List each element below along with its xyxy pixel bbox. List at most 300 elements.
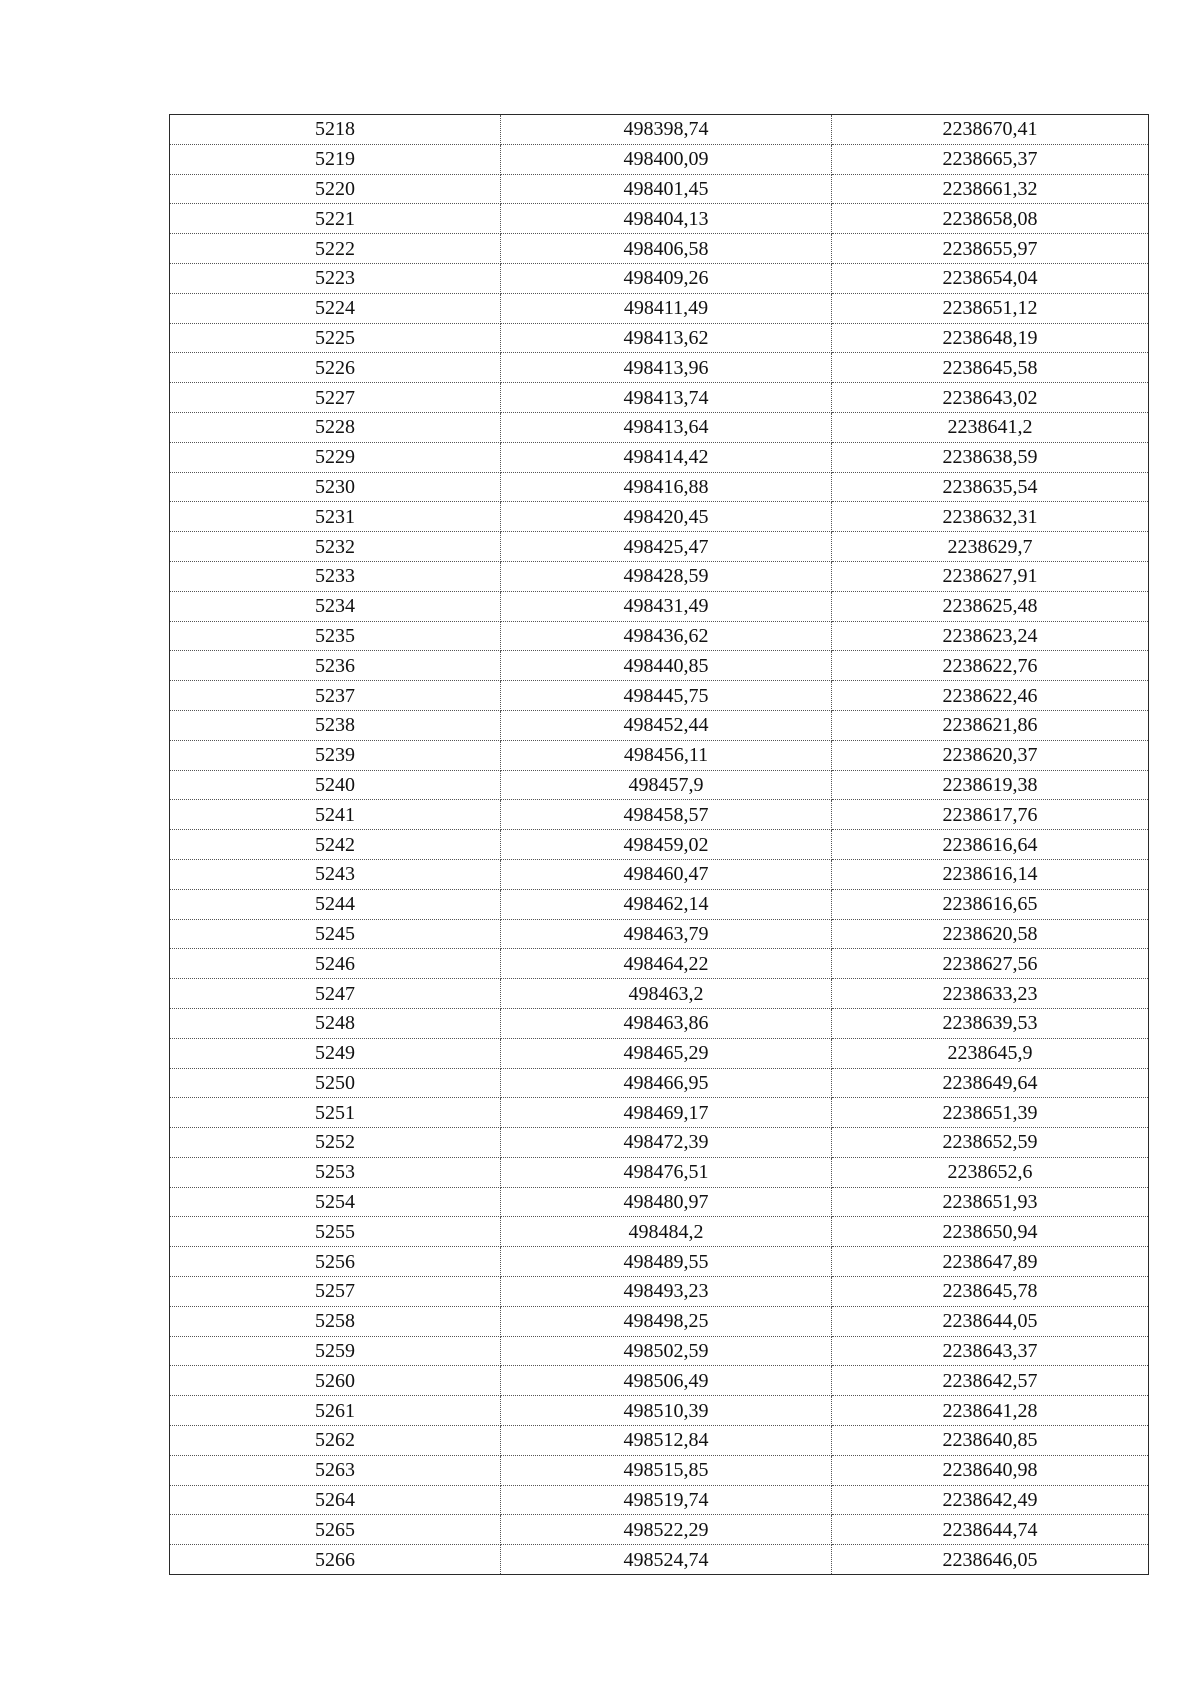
y-coordinate-cell [832,561,1149,591]
x-coordinate-cell [501,293,832,323]
y-coordinate-cell [832,204,1149,234]
x-coordinate-cell [501,1515,832,1545]
cell-value: 498466,95 [623,1071,709,1094]
y-coordinate-cell [832,442,1149,472]
y-coordinate-cell [832,1128,1149,1158]
cell-value: 2238643,37 [942,1340,1038,1363]
x-coordinate-cell [501,234,832,264]
x-coordinate-cell [501,204,832,234]
cell-value: 5252 [315,1131,355,1154]
cell-value: 2238635,54 [942,475,1038,498]
table-row [170,591,1149,621]
x-coordinate-cell [501,1366,832,1396]
point-number-cell [170,710,501,740]
table-row [170,1485,1149,1515]
x-coordinate-cell [501,502,832,532]
cell-value: 498506,49 [623,1369,709,1392]
table-row [170,293,1149,323]
table-row [170,1366,1149,1396]
table-row [170,561,1149,591]
x-coordinate-cell [501,1128,832,1158]
cell-value: 498404,13 [623,207,709,230]
cell-value: 2238642,57 [942,1369,1038,1392]
x-coordinate-cell [501,1426,832,1456]
table-row [170,651,1149,681]
cell-value: 5243 [315,863,355,886]
x-coordinate-cell [501,949,832,979]
cell-value: 498510,39 [623,1399,709,1422]
cell-value: 5245 [315,922,355,945]
y-coordinate-cell [832,1366,1149,1396]
y-coordinate-cell [832,651,1149,681]
cell-value: 498413,64 [623,416,709,439]
table-row [170,144,1149,174]
table-row [170,1187,1149,1217]
cell-value: 498462,14 [623,893,709,916]
cell-value: 5263 [315,1459,355,1482]
cell-value: 498398,74 [623,118,709,141]
table-row [170,383,1149,413]
cell-value: 498420,45 [623,505,709,528]
point-number-cell [170,651,501,681]
cell-value: 498456,11 [623,744,709,767]
x-coordinate-cell [501,353,832,383]
table-row [170,800,1149,830]
cell-value: 5266 [315,1548,355,1571]
point-number-cell [170,1247,501,1277]
cell-value: 2238649,64 [942,1071,1038,1094]
cell-value: 2238670,41 [942,118,1038,141]
x-coordinate-cell [501,770,832,800]
point-number-cell [170,442,501,472]
table-row [170,1098,1149,1128]
x-coordinate-cell [501,1336,832,1366]
cell-value: 498489,55 [623,1250,709,1273]
cell-value: 5242 [315,833,355,856]
table-row [170,353,1149,383]
cell-value: 5257 [315,1280,355,1303]
cell-value: 498457,9 [628,773,704,796]
table-row [170,174,1149,204]
y-coordinate-cell [832,353,1149,383]
point-number-cell [170,1366,501,1396]
cell-value: 5231 [315,505,355,528]
x-coordinate-cell [501,621,832,651]
point-number-cell [170,1098,501,1128]
cell-value: 2238620,58 [942,922,1038,945]
cell-value: 2238616,65 [942,893,1038,916]
cell-value: 5236 [315,654,355,677]
cell-value: 2238625,48 [942,595,1038,618]
point-number-cell [170,323,501,353]
cell-value: 498519,74 [623,1489,709,1512]
x-coordinate-cell [501,442,832,472]
y-coordinate-cell [832,383,1149,413]
y-coordinate-cell [832,174,1149,204]
cell-value: 2238652,6 [947,1161,1033,1184]
cell-value: 2238651,12 [942,297,1038,320]
cell-value: 498406,58 [623,237,709,260]
table-row [170,710,1149,740]
cell-value: 498460,47 [623,863,709,886]
x-coordinate-cell [501,710,832,740]
table-row [170,234,1149,264]
cell-value: 498502,59 [623,1340,709,1363]
y-coordinate-cell [832,1217,1149,1247]
point-number-cell [170,1187,501,1217]
x-coordinate-cell [501,830,832,860]
x-coordinate-cell [501,1277,832,1307]
cell-value: 2238654,04 [942,267,1038,290]
cell-value: 5262 [315,1429,355,1452]
table-row [170,1008,1149,1038]
point-number-cell [170,174,501,204]
cell-value: 5264 [315,1489,355,1512]
cell-value: 498524,74 [623,1548,709,1571]
cell-value: 5246 [315,952,355,975]
cell-value: 2238650,94 [942,1220,1038,1243]
cell-value: 498484,2 [628,1220,704,1243]
x-coordinate-cell [501,115,832,145]
y-coordinate-cell [832,770,1149,800]
cell-value: 498413,96 [623,356,709,379]
y-coordinate-cell [832,1157,1149,1187]
cell-value: 498493,23 [623,1280,709,1303]
table-row [170,502,1149,532]
table-row [170,412,1149,442]
point-number-cell [170,1306,501,1336]
cell-value: 5233 [315,565,355,588]
point-number-cell [170,1485,501,1515]
cell-value: 5241 [315,803,355,826]
x-coordinate-cell [501,919,832,949]
cell-value: 2238641,2 [947,416,1033,439]
cell-value: 2238616,14 [942,863,1038,886]
point-number-cell [170,770,501,800]
x-coordinate-cell [501,383,832,413]
cell-value: 2238645,58 [942,356,1038,379]
point-number-cell [170,204,501,234]
x-coordinate-cell [501,681,832,711]
x-coordinate-cell [501,1187,832,1217]
cell-value: 2238639,53 [942,1012,1038,1035]
x-coordinate-cell [501,323,832,353]
point-number-cell [170,1157,501,1187]
y-coordinate-cell [832,1396,1149,1426]
cell-value: 5225 [315,326,355,349]
point-number-cell [170,1008,501,1038]
cell-value: 5238 [315,714,355,737]
y-coordinate-cell [832,710,1149,740]
table-row [170,1157,1149,1187]
point-number-cell [170,561,501,591]
cell-value: 498472,39 [623,1131,709,1154]
table-row [170,1247,1149,1277]
cell-value: 498401,45 [623,177,709,200]
y-coordinate-cell [832,1455,1149,1485]
cell-value: 2238651,39 [942,1101,1038,1124]
point-number-cell [170,532,501,562]
point-number-cell [170,353,501,383]
cell-value: 2238619,38 [942,773,1038,796]
point-number-cell [170,502,501,532]
point-number-cell [170,740,501,770]
x-coordinate-cell [501,561,832,591]
coordinates-table [169,114,1149,1575]
cell-value: 5260 [315,1369,355,1392]
x-coordinate-cell [501,859,832,889]
cell-value: 5254 [315,1191,355,1214]
point-number-cell [170,293,501,323]
cell-value: 2238620,37 [942,744,1038,767]
y-coordinate-cell [832,591,1149,621]
table-row [170,979,1149,1009]
x-coordinate-cell [501,1455,832,1485]
cell-value: 498463,79 [623,922,709,945]
point-number-cell [170,1336,501,1366]
cell-value: 5218 [315,118,355,141]
cell-value: 5255 [315,1220,355,1243]
cell-value: 498469,17 [623,1101,709,1124]
point-number-cell [170,1396,501,1426]
y-coordinate-cell [832,1306,1149,1336]
cell-value: 2238621,86 [942,714,1038,737]
y-coordinate-cell [832,1515,1149,1545]
cell-value: 498452,44 [623,714,709,737]
y-coordinate-cell [832,681,1149,711]
cell-value: 2238652,59 [942,1131,1038,1154]
point-number-cell [170,472,501,502]
y-coordinate-cell [832,412,1149,442]
cell-value: 2238627,56 [942,952,1038,975]
y-coordinate-cell [832,1008,1149,1038]
point-number-cell [170,1545,501,1575]
y-coordinate-cell [832,830,1149,860]
cell-value: 2238640,98 [942,1459,1038,1482]
point-number-cell [170,681,501,711]
cell-value: 5248 [315,1012,355,1035]
cell-value: 5261 [315,1399,355,1422]
point-number-cell [170,1217,501,1247]
x-coordinate-cell [501,412,832,442]
cell-value: 5253 [315,1161,355,1184]
table-row [170,1545,1149,1575]
y-coordinate-cell [832,1247,1149,1277]
cell-value: 5221 [315,207,355,230]
cell-value: 498512,84 [623,1429,709,1452]
point-number-cell [170,1426,501,1456]
x-coordinate-cell [501,174,832,204]
x-coordinate-cell [501,1217,832,1247]
table-row [170,1426,1149,1456]
x-coordinate-cell [501,144,832,174]
table-row [170,859,1149,889]
y-coordinate-cell [832,234,1149,264]
cell-value: 498476,51 [623,1161,709,1184]
cell-value: 5230 [315,475,355,498]
cell-value: 2238648,19 [942,326,1038,349]
x-coordinate-cell [501,651,832,681]
y-coordinate-cell [832,1038,1149,1068]
cell-value: 498413,62 [623,326,709,349]
cell-value: 5249 [315,1042,355,1065]
table-row [170,442,1149,472]
y-coordinate-cell [832,949,1149,979]
x-coordinate-cell [501,1396,832,1426]
y-coordinate-cell [832,1277,1149,1307]
cell-value: 498515,85 [623,1459,709,1482]
cell-value: 5265 [315,1518,355,1541]
cell-value: 498464,22 [623,952,709,975]
y-coordinate-cell [832,800,1149,830]
cell-value: 498416,88 [623,475,709,498]
cell-value: 2238617,76 [942,803,1038,826]
table-row [170,740,1149,770]
cell-value: 2238645,9 [947,1042,1033,1065]
cell-value: 2238622,46 [942,684,1038,707]
x-coordinate-cell [501,1008,832,1038]
cell-value: 5259 [315,1340,355,1363]
y-coordinate-cell [832,1545,1149,1575]
cell-value: 5229 [315,446,355,469]
cell-value: 2238655,97 [942,237,1038,260]
cell-value: 2238616,64 [942,833,1038,856]
point-number-cell [170,800,501,830]
cell-value: 5228 [315,416,355,439]
cell-value: 2238647,89 [942,1250,1038,1273]
x-coordinate-cell [501,1485,832,1515]
cell-value: 498425,47 [623,535,709,558]
table-row [170,472,1149,502]
table-row [170,1306,1149,1336]
y-coordinate-cell [832,472,1149,502]
cell-value: 498459,02 [623,833,709,856]
table-row [170,263,1149,293]
table-row [170,681,1149,711]
x-coordinate-cell [501,1038,832,1068]
y-coordinate-cell [832,621,1149,651]
cell-value: 2238622,76 [942,654,1038,677]
x-coordinate-cell [501,1306,832,1336]
y-coordinate-cell [832,1336,1149,1366]
x-coordinate-cell [501,740,832,770]
table-row [170,889,1149,919]
cell-value: 5235 [315,624,355,647]
point-number-cell [170,1068,501,1098]
cell-value: 498463,86 [623,1012,709,1035]
point-number-cell [170,1277,501,1307]
cell-value: 5234 [315,595,355,618]
point-number-cell [170,830,501,860]
cell-value: 5258 [315,1310,355,1333]
point-number-cell [170,979,501,1009]
x-coordinate-cell [501,532,832,562]
x-coordinate-cell [501,1157,832,1187]
cell-value: 498445,75 [623,684,709,707]
cell-value: 498498,25 [623,1310,709,1333]
cell-value: 498440,85 [623,654,709,677]
cell-value: 2238644,05 [942,1310,1038,1333]
y-coordinate-cell [832,1068,1149,1098]
cell-value: 5220 [315,177,355,200]
y-coordinate-cell [832,1426,1149,1456]
cell-value: 498436,62 [623,624,709,647]
cell-value: 5222 [315,237,355,260]
x-coordinate-cell [501,1545,832,1575]
point-number-cell [170,1515,501,1545]
point-number-cell [170,919,501,949]
cell-value: 2238629,7 [947,535,1033,558]
y-coordinate-cell [832,979,1149,1009]
y-coordinate-cell [832,293,1149,323]
table-row [170,532,1149,562]
x-coordinate-cell [501,1068,832,1098]
y-coordinate-cell [832,323,1149,353]
cell-value: 2238633,23 [942,982,1038,1005]
cell-value: 5247 [315,982,355,1005]
point-number-cell [170,889,501,919]
table-row [170,1396,1149,1426]
x-coordinate-cell [501,472,832,502]
cell-value: 498463,2 [628,982,704,1005]
y-coordinate-cell [832,1485,1149,1515]
point-number-cell [170,1455,501,1485]
cell-value: 498414,42 [623,446,709,469]
cell-value: 5250 [315,1071,355,1094]
y-coordinate-cell [832,144,1149,174]
cell-value: 498458,57 [623,803,709,826]
x-coordinate-cell [501,800,832,830]
cell-value: 498428,59 [623,565,709,588]
cell-value: 5227 [315,386,355,409]
cell-value: 2238645,78 [942,1280,1038,1303]
coordinates-table-body [170,115,1149,1575]
table-row [170,204,1149,234]
cell-value: 5240 [315,773,355,796]
y-coordinate-cell [832,859,1149,889]
point-number-cell [170,591,501,621]
cell-value: 5223 [315,267,355,290]
cell-value: 2238642,49 [942,1489,1038,1512]
y-coordinate-cell [832,502,1149,532]
x-coordinate-cell [501,1247,832,1277]
point-number-cell [170,859,501,889]
point-number-cell [170,144,501,174]
point-number-cell [170,234,501,264]
y-coordinate-cell [832,263,1149,293]
point-number-cell [170,115,501,145]
table-row [170,1336,1149,1366]
cell-value: 2238658,08 [942,207,1038,230]
table-row [170,1038,1149,1068]
table-row [170,1515,1149,1545]
cell-value: 5237 [315,684,355,707]
cell-value: 5219 [315,148,355,171]
y-coordinate-cell [832,919,1149,949]
y-coordinate-cell [832,1187,1149,1217]
y-coordinate-cell [832,532,1149,562]
cell-value: 5251 [315,1101,355,1124]
cell-value: 2238661,32 [942,177,1038,200]
table-row [170,1068,1149,1098]
point-number-cell [170,1038,501,1068]
y-coordinate-cell [832,740,1149,770]
cell-value: 2238651,93 [942,1191,1038,1214]
point-number-cell [170,383,501,413]
point-number-cell [170,1128,501,1158]
table-row [170,919,1149,949]
table-row [170,830,1149,860]
